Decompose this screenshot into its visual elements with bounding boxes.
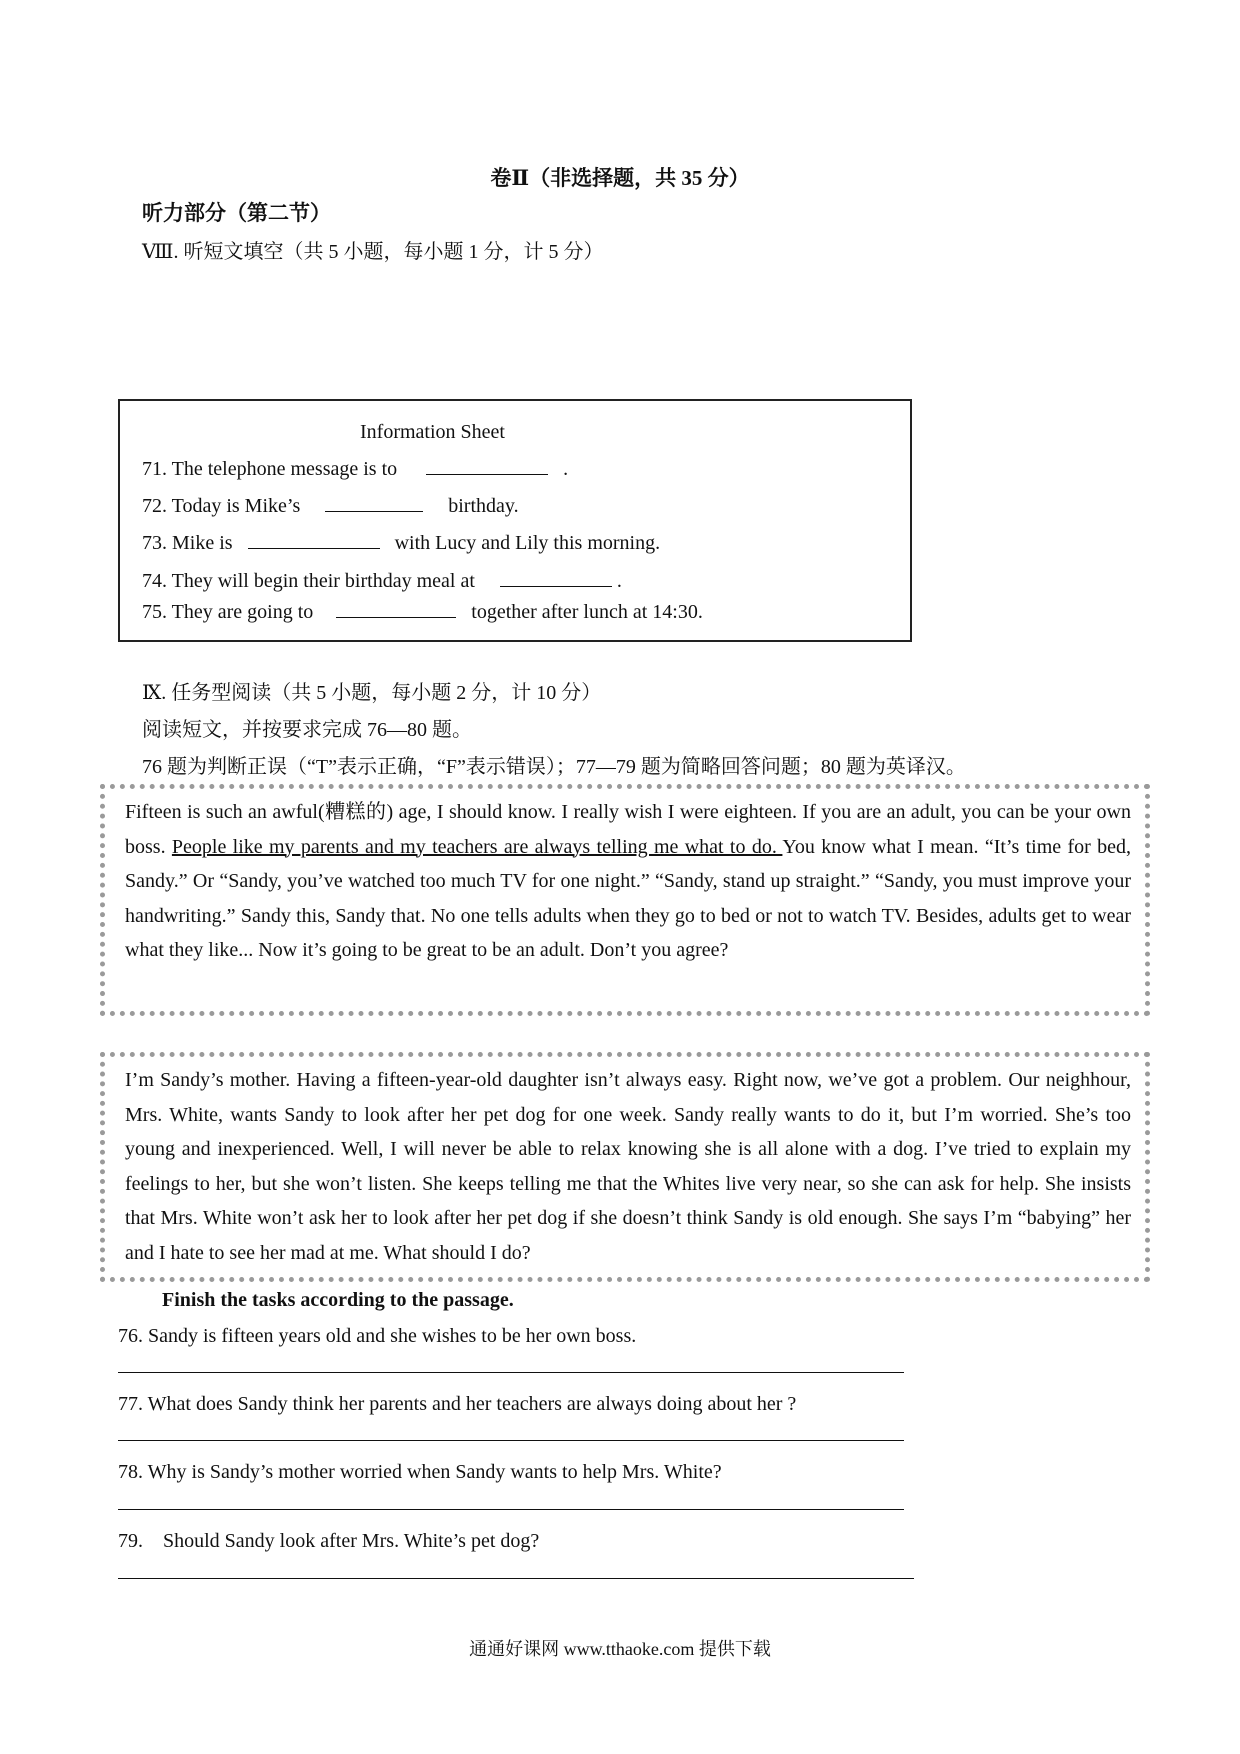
answer-blank-72[interactable]: [325, 493, 423, 512]
information-sheet-title: Information Sheet: [360, 421, 505, 443]
answer-line-77[interactable]: [118, 1440, 904, 1441]
task-77: 77. What does Sandy think her parents and her teachers are always doing about her ?: [118, 1393, 797, 1415]
task-78: 78. Why is Sandy’s mother worried when Sandy wants to help Mrs. White?: [118, 1461, 722, 1483]
tasks-heading: Finish the tasks according to the passage.: [162, 1289, 514, 1311]
reading-instruction: 阅读短文，并按要求完成 76—80 题。: [142, 719, 472, 741]
question-74: [142, 568, 622, 593]
question-73-end: with Lucy and Lily this morning.: [394, 532, 661, 554]
question-72-end: birthday.: [448, 495, 519, 517]
passage-2-text: I’m Sandy’s mother. Having a fifteen-year-old daughter isn’t always easy. Right now, we’ve got a problem. Our neighhour, Mrs. White, wants Sandy to look after her pet dog for one week. Sandy really wants to do it, but I’m worried. She’s too young and inexperienced. Well, I will never be able to relax knowing she is all alone with a dog. I’ve tried to explain my feelings to her, but she won’t listen. She keeps telling me that the Whites live very near, so she can ask for help. She insists that Mrs. White won’t ask her to look after her pet dog if she doesn’t think Sandy is old enough. She says I’m “babying” her and I hate to see her mad at me. What should I do?: [125, 1069, 1131, 1264]
task-type-instruction: 76 题为判断正误（“T”表示正确，“F”表示错误）；77—79 题为简略回答问题；80 题为英译汉。: [142, 756, 966, 778]
passage-1-underlined-sentence: People like my parents and my teachers are always telling me what to do.: [171, 835, 783, 858]
question-74-text: 74. They will begin their birthday meal at: [142, 570, 475, 592]
answer-blank-74[interactable]: [500, 568, 612, 587]
question-72-text: 72. Today is Mike’s: [142, 495, 301, 517]
answer-line-76[interactable]: [118, 1372, 904, 1373]
question-71: [142, 456, 568, 481]
answer-blank-71[interactable]: [426, 456, 548, 475]
listening-part-heading: 听力部分（第二节）: [142, 201, 331, 225]
passage-1: [100, 784, 1150, 1016]
task-79: 79. Should Sandy look after Mrs. White’s pet dog?: [118, 1530, 540, 1552]
answer-blank-75[interactable]: [336, 599, 456, 618]
question-73-text: 73. Mike is: [142, 532, 233, 554]
question-75-text: 75. They are going to: [142, 601, 314, 623]
answer-line-78[interactable]: [118, 1509, 904, 1510]
footer-source: 通通好课网 www.tthaoke.com 提供下载: [469, 1639, 771, 1659]
paper-title: 卷Ⅱ（非选择题，共 35 分）: [490, 166, 750, 190]
question-75-end: together after lunch at 14:30.: [471, 601, 703, 623]
question-71-text: 71. The telephone message is to: [142, 458, 398, 480]
answer-line-79[interactable]: [118, 1578, 914, 1579]
question-75: [142, 599, 703, 624]
task-76: 76. Sandy is fifteen years old and she wishes to be her own boss.: [118, 1325, 637, 1347]
passage-2: [100, 1052, 1150, 1282]
answer-blank-73[interactable]: [248, 530, 380, 549]
question-74-end: .: [616, 570, 622, 592]
section-9-heading: Ⅸ. 任务型阅读（共 5 小题，每小题 2 分，计 10 分）: [142, 682, 602, 704]
section-8-heading: Ⅷ. 听短文填空（共 5 小题，每小题 1 分，计 5 分）: [142, 241, 604, 263]
question-72: [142, 493, 519, 518]
question-73: [142, 530, 660, 555]
passage-1-text-b: You know what I mean. “It’s time for bed, Sandy.” Or “Sandy, you’ve watched too much TV for one night.” “Sandy, stand up straight.” “Sandy, you must improve your handwriting.” Sandy this, Sandy that. No one tells adults when they go to bed or not to watch TV. Besides, adults get to wear what they like... Now it’s going to be great to be an adult. Don’t you agree?: [125, 835, 1131, 961]
passage-1-text-a: Fifteen is such an awful(糟糕的) age, I should know. I really wish I were eighteen. If you are an adult, you can be your own boss.: [125, 801, 1131, 858]
question-71-end: .: [563, 458, 569, 480]
